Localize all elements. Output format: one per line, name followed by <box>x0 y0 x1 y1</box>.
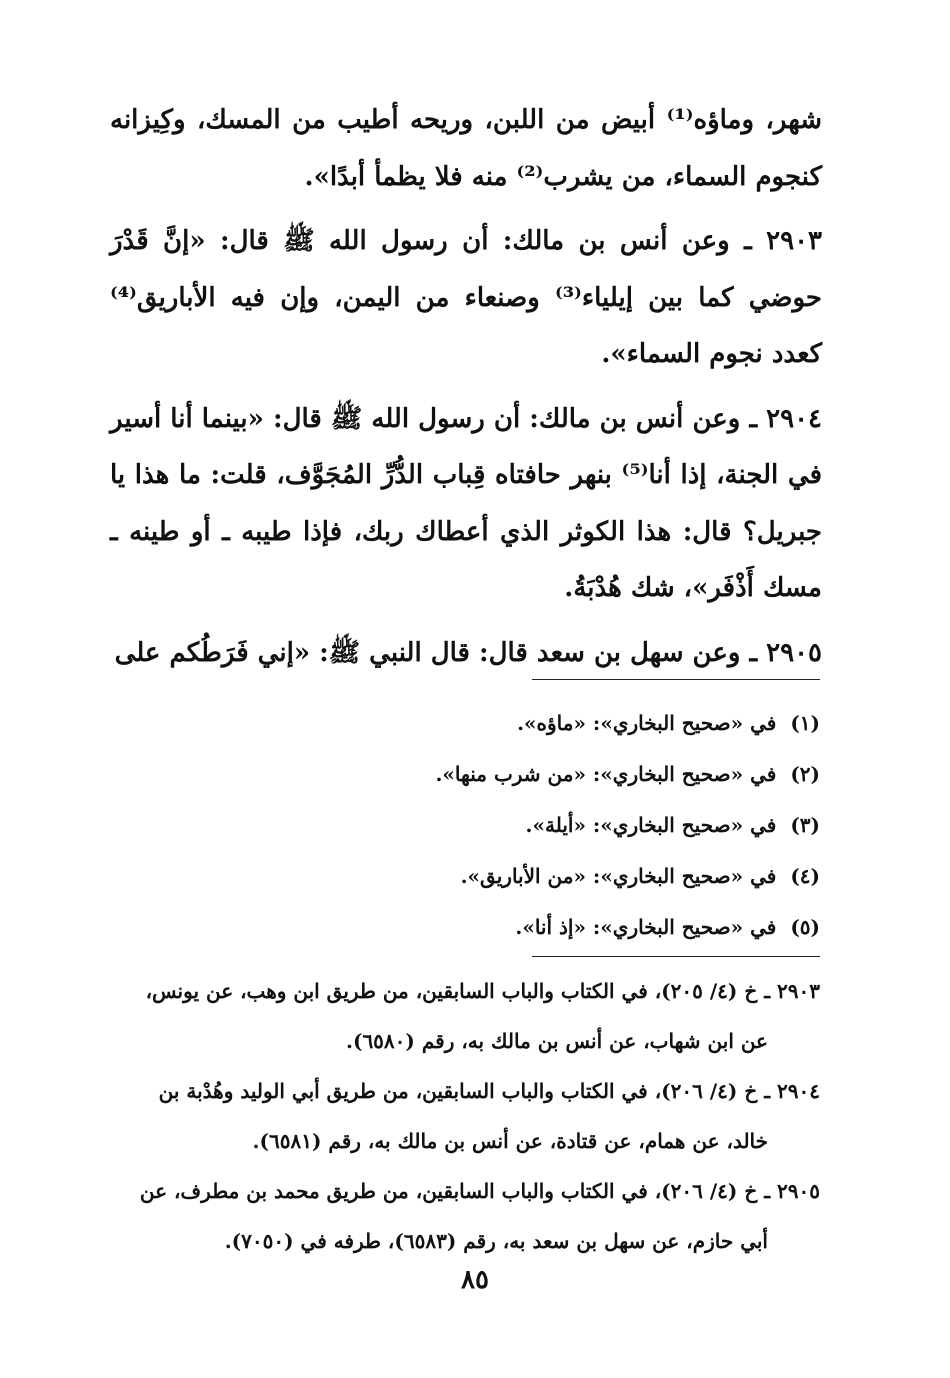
takhrij-line: ٢٩٠٤ ـ خ (٤/ ٢٠٦)، في الكتاب والباب السابقين، من طريق أبي الوليد وهُدْبة بن <box>158 1079 820 1103</box>
takhrij-entry <box>110 966 820 1066</box>
footnote-text: في «صحيح البخاري»: «ماؤه». <box>517 711 777 735</box>
page-number: ٨٥ <box>461 1265 489 1295</box>
takhrij-line: خالد، عن همام، عن قتادة، عن أنس بن مالك به، رقم (٦٥٨١). <box>252 1129 768 1153</box>
hadith-text: وعن سهل بن سعد قال: قال النبي ﷺ: «إني فَرَطُكم على <box>114 637 741 668</box>
footnote-text: في «صحيح البخاري»: «من شرب منها». <box>435 762 777 786</box>
hadith-2904 <box>110 391 822 617</box>
footnote-text: في «صحيح البخاري»: «إذ أنا». <box>515 915 777 939</box>
hadith-text: وعن أنس بن مالك: أن رسول الله ﷺ قال: «بينما أنا أسير في الجنة، إذا أنا⁽⁵⁾ بنهر حافتاه قِباب الدُّرِّ المُجَوَّف، قلت: ما هذا يا جبريل؟ قال: هذا الكوثر الذي أعطاك ربك، فإذا طيبه ـ أو طينه ـ مسك أَذْفَر»، شك هُدْبَةُ. <box>110 403 822 603</box>
takhrij-line: عن ابن شهاب، عن أنس بن مالك به، رقم (٦٥٨٠). <box>346 1029 768 1053</box>
takhrij-entry <box>110 1166 820 1266</box>
paragraph-text: شهر، وماؤه⁽¹⁾ أبيض من اللبن، وريحه أطيب من المسك، وكِيزانه كنجوم السماء، من يشرب⁽²⁾ منه فلا يظمأ أبدًا». <box>110 105 822 192</box>
footnote-item <box>120 851 820 902</box>
hadith-number: ٢٩٠٣ ـ <box>744 226 822 256</box>
footnote-item <box>120 698 820 749</box>
main-text-block <box>110 92 822 689</box>
hadith-number: ٢٩٠٥ ـ <box>749 637 822 668</box>
takhrij-divider <box>532 956 820 957</box>
footnote-number: (٤) <box>790 864 820 888</box>
footnote-number: (١) <box>790 711 820 735</box>
footnote-number: (٥) <box>790 915 820 939</box>
footnote-item <box>120 902 820 953</box>
hadith-number: ٢٩٠٤ ـ <box>749 403 822 434</box>
takhrij-line: أبي حازم، عن سهل بن سعد به، رقم (٦٥٨٣)، طرفه في (٧٠٥٠). <box>224 1229 768 1253</box>
footnotes-block <box>120 698 820 953</box>
takhrij-line: ٢٩٠٣ ـ خ (٤/ ٢٠٥)، في الكتاب والباب السابقين، من طريق ابن وهب، عن يونس، <box>145 979 820 1003</box>
footnote-divider <box>532 679 820 680</box>
footnote-number: (٢) <box>790 762 820 786</box>
hadith-2903 <box>110 213 822 383</box>
takhrij-line: ٢٩٠٥ ـ خ (٤/ ٢٠٦)، في الكتاب والباب السابقين، من طريق محمد بن مطرف، عن <box>139 1179 820 1203</box>
takhrij-block <box>110 966 820 1266</box>
footnote-text: في «صحيح البخاري»: «أيلة». <box>525 813 777 837</box>
footnote-item <box>120 800 820 851</box>
hadith-2905 <box>110 625 822 682</box>
hadith-text: وعن أنس بن مالك: أن رسول الله ﷺ قال: «إنَّ قَدْرَ حوضي كما بين إيلياء⁽³⁾ وصنعاء من اليمن، وإن فيه الأباريق⁽⁴⁾ كعدد نجوم السماء». <box>110 226 823 369</box>
paragraph-continuation <box>110 92 822 205</box>
footnote-item <box>120 749 820 800</box>
footnote-number: (٣) <box>790 813 820 837</box>
footnote-text: في «صحيح البخاري»: «من الأباريق». <box>460 864 777 888</box>
takhrij-entry <box>110 1066 820 1166</box>
